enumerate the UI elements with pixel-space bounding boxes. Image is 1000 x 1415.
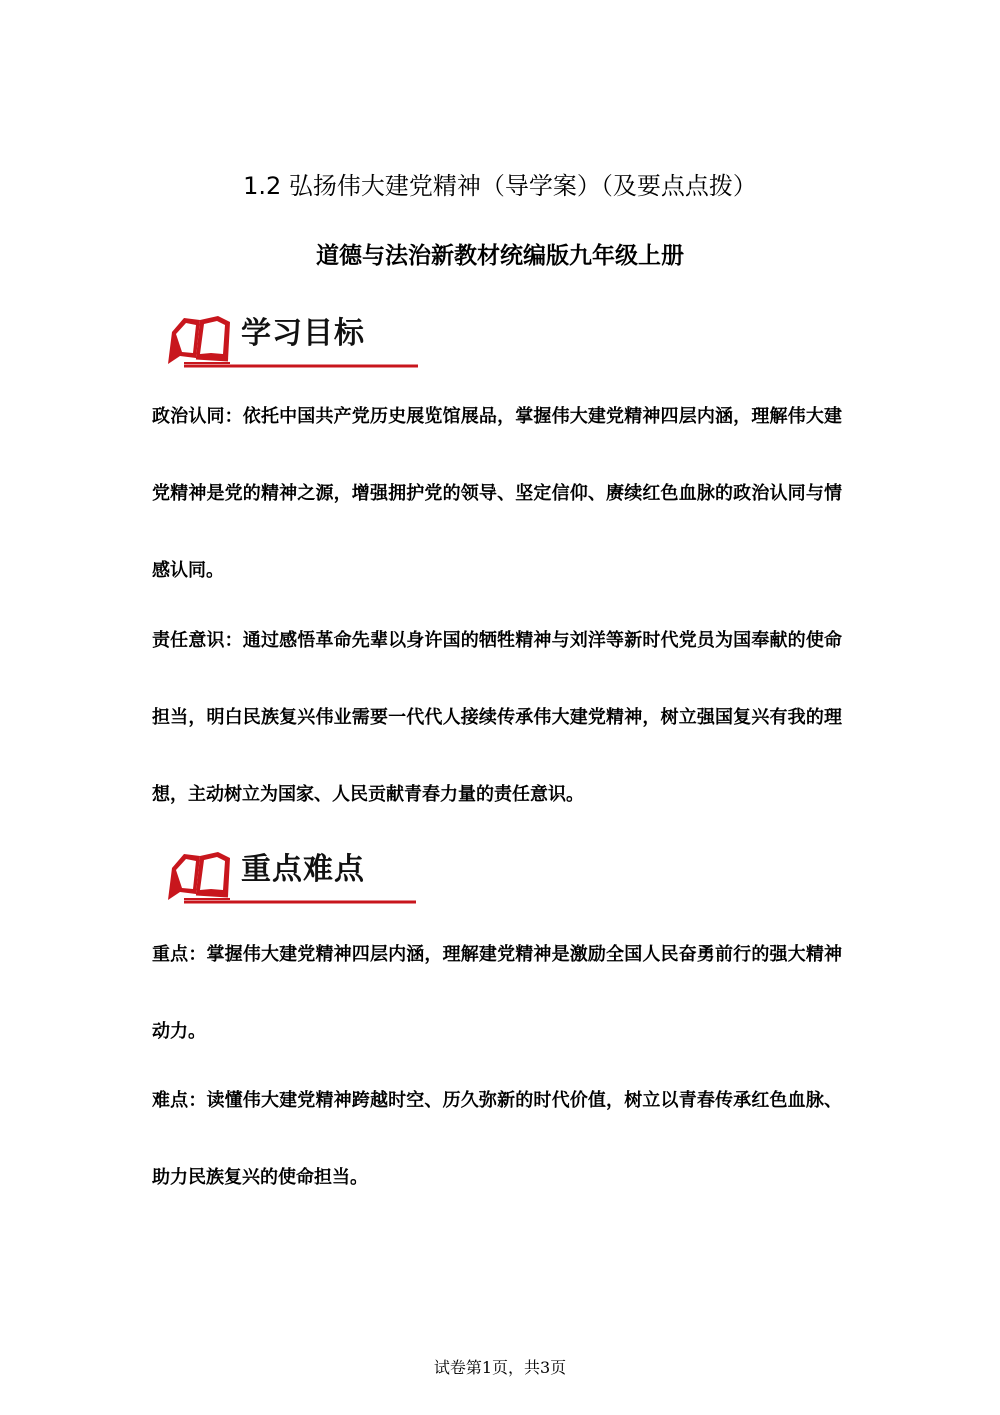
section-header-learning-goals — [166, 308, 426, 368]
paragraph-political-identity: 政治认同：依托中国共产党历史展览馆展品，掌握伟大建党精神四层内涵，理解伟大建党精神是党的精神之源，增强拥护党的领导、坚定信仰、赓续红色血脉的政治认同与情感认同。 — [152, 406, 842, 581]
paragraph-key-point: 重点：掌握伟大建党精神四层内涵，理解建党精神是激励全国人民奋勇前行的强大精神动力。 — [152, 944, 842, 1042]
page-subtitle: 道德与法治新教材统编版九年级上册 — [316, 243, 684, 269]
section-heading: 学习目标 — [241, 316, 365, 351]
paragraph-difficult-point: 难点：读懂伟大建党精神跨越时空、历久弥新的时代价值，树立以青春传承红色血脉、助力民族复兴的使命担当。 — [152, 1090, 842, 1188]
section-heading: 重点难点 — [241, 852, 365, 887]
page-title: 1.2 弘扬伟大建党精神（导学案）（及要点点拨） — [243, 172, 757, 200]
section-header-key-points — [166, 844, 426, 904]
page-footer: 试卷第1页，共3页 — [433, 1358, 567, 1377]
paragraph-responsibility: 责任意识：通过感悟革命先辈以身许国的牺牲精神与刘洋等新时代党员为国奉献的使命担当，明白民族复兴伟业需要一代代人接续传承伟大建党精神，树立强国复兴有我的理想，主动树立为国家、人民贡献青春力量的责任意识。 — [152, 630, 842, 805]
